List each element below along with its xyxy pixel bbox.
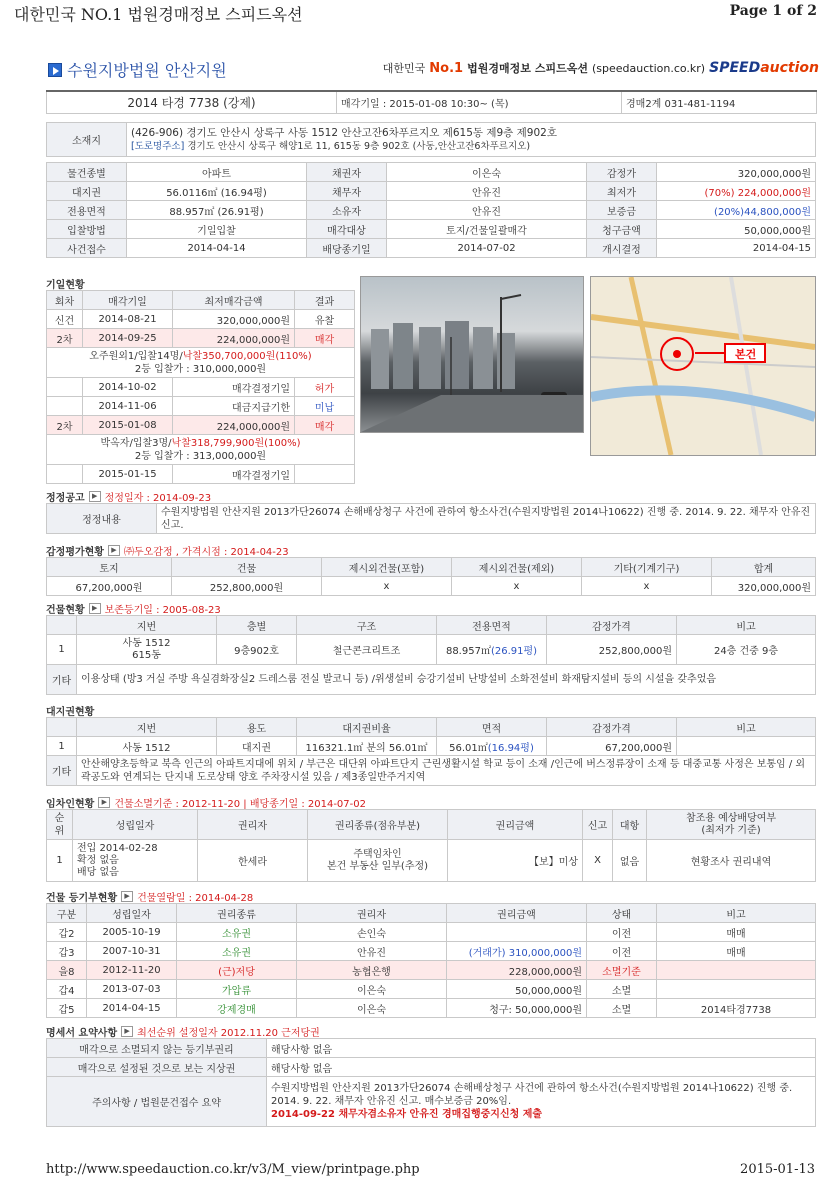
info-value-owner: 안유진 (387, 201, 587, 220)
info-value-bid-method: 기일입찰 (127, 220, 307, 239)
reg-cell-1: 2012-11-20 (87, 961, 177, 980)
table-row (47, 999, 816, 1018)
reg-cell-3: 이은숙 (297, 980, 447, 999)
expand-icon[interactable]: ▶ (108, 545, 120, 556)
reg-cell-5: 이전 (587, 942, 657, 961)
hist-sale1-second: 2등 입찰가 : 310,000,000원 (134, 363, 267, 375)
bldg-lot (77, 635, 217, 665)
reg-head-4: 권리금액 (447, 904, 587, 923)
bldg-head-area: 전용면적 (437, 616, 547, 635)
road-address-link[interactable]: [도로명주소] (131, 140, 185, 152)
reg-cell-5: 소멸 (587, 980, 657, 999)
corr-title (46, 489, 211, 504)
reg-cell-5: 소멸기준 (587, 961, 657, 980)
tenant-rep: X (583, 840, 613, 882)
info-label-dividend-deadline: 배당종기일 (307, 239, 387, 258)
hist-sale2-second: 2등 입찰가 : 313,000,000원 (134, 450, 267, 462)
appr-bldg: 252,800,000원 (172, 577, 322, 596)
auction-history-table (46, 290, 355, 484)
sum-sub: 최선순위 설정일자 2012.11.20 근저당권 (137, 1028, 320, 1039)
reg-cell-4: 청구: 50,000,000원 (447, 999, 587, 1018)
land-etc-label: 기타 (47, 756, 77, 786)
land-ratio: 116321.1㎡ 분의 56.01㎡ (297, 737, 437, 756)
tenant-kind-2: 본건 부동산 일부(추정) (326, 860, 429, 872)
reg-cell-4: 50,000,000원 (447, 980, 587, 999)
appr-head-land: 토지 (47, 558, 172, 577)
bldg-area (437, 635, 547, 665)
appr-head-total: 합계 (712, 558, 816, 577)
sum-r3-red: 2014-09-22 채무자겸소유자 안유진 경매집행중지신청 제출 (271, 1109, 543, 1120)
hist-r2-date: 2014-09-25 (83, 329, 173, 348)
address-table (46, 122, 816, 157)
table-row (47, 980, 816, 999)
tenant-head-opp: 대항 (613, 810, 647, 840)
tenant-head-kind: 권리종류(점유부분) (308, 810, 448, 840)
sum-title-text: 명세서 요약사항 (46, 1028, 118, 1039)
reg-head-0: 구분 (47, 904, 87, 923)
expand-icon[interactable]: ▶ (121, 891, 133, 902)
info-label-owner: 소유자 (307, 201, 387, 220)
sum-r2-value: 해당사항 없음 (267, 1058, 816, 1077)
reg-cell-1: 2005-10-19 (87, 923, 177, 942)
tenant-head-exp (647, 810, 816, 840)
case-header-table (46, 90, 817, 114)
hist-r5-price: 224,000,000원 (173, 416, 295, 435)
reg-cell-4 (447, 923, 587, 942)
tenant-date-in: 전입 2014-02-28 (77, 842, 158, 854)
info-label-deposit: 보증금 (587, 201, 657, 220)
tenant-head-rank: 순위 (47, 810, 73, 840)
reg-cell-2: 소유권 (177, 923, 297, 942)
brand-url: (speedauction.co.kr) (591, 61, 706, 75)
land-title-text: 대지권현황 (46, 707, 95, 718)
info-label-area: 전용면적 (47, 201, 127, 220)
bldg-lot-2: 615동 (132, 649, 161, 661)
brand-logo (383, 60, 819, 76)
hist-sale1 (47, 348, 355, 378)
appr-land: 67,200,000원 (47, 577, 172, 596)
footer-url: http://www.speedauction.co.kr/v3/M_view/printpage.php (46, 1162, 420, 1177)
land-head-ratio: 대지권비율 (297, 718, 437, 737)
reg-title (46, 889, 253, 904)
info-label-claim: 청구금액 (587, 220, 657, 239)
tenant-head-amt: 권리금액 (448, 810, 583, 840)
hist-sale1-price: 낙찰350,700,000원(110%) (182, 350, 312, 362)
tenant-no: 1 (47, 840, 73, 882)
bldg-no: 1 (47, 635, 77, 665)
case-number: 2014 타경 7738 (강제) (47, 91, 337, 113)
reg-cell-3: 이은숙 (297, 999, 447, 1018)
summary-table (46, 1038, 816, 1127)
info-label-case-received: 사건접수 (47, 239, 127, 258)
tenant-head-exp-2: (최저가 기준) (701, 824, 761, 836)
bldg-struct: 철근콘크리트조 (297, 635, 437, 665)
reg-title-text: 건물 등기부현황 (46, 893, 118, 904)
appr-title (46, 543, 289, 558)
location-map[interactable] (590, 276, 816, 456)
tenant-title (46, 795, 366, 810)
hist-r2-result: 매각 (295, 329, 355, 348)
corr-date: 정정일자 : 2014-09-23 (104, 493, 212, 504)
reg-cell-3: 안유진 (297, 942, 447, 961)
reg-cell-2: 소유권 (177, 942, 297, 961)
info-value-area: 88.957㎡ (26.91평) (127, 201, 307, 220)
hist-r1-date: 2014-08-21 (83, 310, 173, 329)
expand-icon[interactable]: ▶ (89, 603, 101, 614)
map-image (591, 277, 815, 455)
hist-r5-round: 2차 (47, 416, 83, 435)
tenant-who: 한세라 (198, 840, 308, 882)
reg-cell-0: 갑4 (47, 980, 87, 999)
appr-machine: x (582, 577, 712, 596)
sum-r3-value (267, 1077, 816, 1127)
hist-r3-date: 2014-10-02 (83, 378, 173, 397)
reg-cell-0: 갑3 (47, 942, 87, 961)
hist-r6-type: 매각결정기일 (173, 465, 295, 484)
bldg-head-note: 비고 (677, 616, 816, 635)
info-label-land-right: 대지권 (47, 182, 127, 201)
building-photo-image (361, 277, 583, 432)
print-header-page: Page 1 of 2 (729, 3, 817, 19)
court-dept: 경매2계 031-481-1194 (622, 91, 817, 113)
brand-auction: auction (760, 60, 819, 76)
reg-cell-1: 2013-07-03 (87, 980, 177, 999)
land-head-use: 용도 (217, 718, 297, 737)
reg-cell-0: 갑5 (47, 999, 87, 1018)
reg-cell-2: 가압류 (177, 980, 297, 999)
reg-head-6: 비고 (657, 904, 816, 923)
info-value-sale-target: 토지/건물일괄매각 (387, 220, 587, 239)
tenant-kind (308, 840, 448, 882)
bldg-head-lot: 지번 (77, 616, 217, 635)
brand-text-b: 법원경매정보 (467, 62, 531, 75)
info-label-debtor: 채무자 (307, 182, 387, 201)
hist-r4-type: 대금지급기한 (173, 397, 295, 416)
appr-ext-in: x (322, 577, 452, 596)
bldg-head-floor: 층별 (217, 616, 297, 635)
hist-sale2 (47, 435, 355, 465)
appr-total: 320,000,000원 (712, 577, 816, 596)
info-label-min-price: 최저가 (587, 182, 657, 201)
info-label-creditor: 채권자 (307, 163, 387, 182)
court-title (48, 58, 227, 81)
bldg-title (46, 601, 221, 616)
reg-sub: 건물열람일 : 2014-04-28 (137, 893, 254, 904)
land-head-lot: 지번 (77, 718, 217, 737)
info-value-min-price: (70%) 224,000,000원 (657, 182, 816, 201)
tenant-dates (73, 840, 198, 882)
reg-cell-3: 손인숙 (297, 923, 447, 942)
info-value-kind: 아파트 (127, 163, 307, 182)
reg-cell-6 (657, 961, 816, 980)
reg-cell-1: 2014-04-15 (87, 999, 177, 1018)
court-name: 수원지방법원 안산지원 (67, 61, 227, 80)
bldg-area-m2: 88.957㎡ (445, 646, 491, 657)
footer-date: 2015-01-13 (740, 1162, 815, 1177)
info-value-debtor: 안유진 (387, 182, 587, 201)
corr-label: 정정내용 (47, 504, 157, 534)
hist-r1-round: 신건 (47, 310, 83, 329)
info-value-appraisal: 320,000,000원 (657, 163, 816, 182)
info-label-appraisal: 감정가 (587, 163, 657, 182)
map-marker-label: 본건 (735, 348, 757, 361)
hist-head-round: 회차 (47, 291, 83, 310)
reg-cell-5: 소멸 (587, 999, 657, 1018)
hist-r1-result: 유찰 (295, 310, 355, 329)
bldg-etc: 이용상태 (방3 거실 주방 욕실겸화장실2 드레스룸 전실 발코니 등) /위생설비 승강기설비 난방설비 소화전설비 화재탐지설비 등의 시설을 갖추었음 (77, 665, 816, 695)
hist-r5-date: 2015-01-08 (83, 416, 173, 435)
reg-cell-2: 강제경매 (177, 999, 297, 1018)
hist-r2-price: 224,000,000원 (173, 329, 295, 348)
info-label-start-decision: 개시결정 (587, 239, 657, 258)
arrow-box-icon (48, 63, 62, 77)
hist-r5-result: 매각 (295, 416, 355, 435)
property-photo[interactable] (360, 276, 584, 433)
appr-ext-out: x (452, 577, 582, 596)
sum-r2-label: 매각으로 설정된 것으로 보는 지상권 (47, 1058, 267, 1077)
road-address: 경기도 안산시 상록구 해양1로 11, 615동 9층 902호 (사동,안산고잔6차푸르지오) (187, 140, 531, 152)
info-value-claim: 50,000,000원 (657, 220, 816, 239)
sum-title (46, 1024, 320, 1039)
reg-cell-6: 2014타경7738 (657, 999, 816, 1018)
bldg-head-price: 감정가격 (547, 616, 677, 635)
hist-r4-date: 2014-11-06 (83, 397, 173, 416)
land-title (46, 703, 94, 718)
tenant-date-fix: 확정 없음 (77, 854, 119, 866)
hist-r3-type: 매각결정기일 (173, 378, 295, 397)
registry-table (46, 903, 816, 1018)
expand-icon[interactable]: ▶ (98, 797, 110, 808)
appr-head-ext-out: 제시외건물(제외) (452, 558, 582, 577)
sale-date: 매각기일 : 2015-01-08 10:30~ (목) (337, 91, 622, 113)
bldg-note: 24층 건중 9층 (677, 635, 816, 665)
appr-head-bldg: 건물 (172, 558, 322, 577)
expand-icon[interactable]: ▶ (121, 1026, 133, 1037)
land-head-note: 비고 (677, 718, 816, 737)
land-etc: 안산해양초등학교 북측 인근의 아파트지대에 위치 / 부근은 대단위 아파트단지 근린생활시설 학교 등이 소재 /인근에 버스정류장이 소재 등 대중교통 사정은 보통임 / 외곽공도와 연계되는 단지내 도로상태 양호 주차장시설 있음 / 제3종일반주거지역 (77, 756, 816, 786)
land-head-area: 면적 (437, 718, 547, 737)
reg-cell-3: 농협은행 (297, 961, 447, 980)
expand-icon[interactable]: ▶ (89, 491, 101, 502)
reg-cell-0: 갑2 (47, 923, 87, 942)
tenant-title-text: 임차인현황 (46, 799, 95, 810)
tenant-table (46, 809, 816, 882)
reg-cell-6: 매매 (657, 942, 816, 961)
land-lot: 사동 1512 (77, 737, 217, 756)
hist-title-text: 기일현황 (46, 280, 85, 291)
info-value-creditor: 이은숙 (387, 163, 587, 182)
land-no: 1 (47, 737, 77, 756)
bldg-title-text: 건물현황 (46, 605, 85, 616)
tenant-exp: 현황조사 권리내역 (647, 840, 816, 882)
appr-sub: ㈜두오감정 , 가격시점 : 2014-04-23 (123, 547, 289, 558)
brand-text-a: 대한민국 (382, 62, 426, 75)
table-row (47, 942, 816, 961)
reg-cell-4: (거래가) 310,000,000원 (447, 942, 587, 961)
tenant-kind-1: 주택임차인 (353, 848, 402, 860)
print-header-site: 대한민국 NO.1 법원경매정보 스피드옥션 (14, 5, 303, 24)
hist-sale2-price: 낙찰318,799,900원(100%) (171, 437, 301, 449)
property-info-table (46, 162, 816, 258)
info-value-land-right: 56.0116㎡ (16.94평) (127, 182, 307, 201)
land-area-py: (16.94평) (487, 742, 534, 754)
reg-cell-5: 이전 (587, 923, 657, 942)
appr-title-text: 감정평가현황 (46, 547, 104, 558)
tenant-head-date: 성립일자 (73, 810, 198, 840)
info-value-dividend-deadline: 2014-07-02 (387, 239, 587, 258)
brand-text-c: 스피드옥션 (534, 62, 588, 75)
hist-head-date: 매각기일 (83, 291, 173, 310)
corr-text: 수원지방법원 안산지원 2013가단26074 손해배상청구 사건에 관하여 항소사건(수원지방법원 2014나10622) 진행 중. 2014. 9. 22. 채무자 안유진 신고. (157, 504, 816, 534)
land-use: 대지권 (217, 737, 297, 756)
bldg-etc-label: 기타 (47, 665, 77, 695)
sum-r3-label: 주의사항 / 법원문건접수 요약 (47, 1077, 267, 1127)
tenant-head-exp-1: 참조용 예상배당여부 (685, 812, 777, 824)
reg-cell-6 (657, 980, 816, 999)
bldg-head-struct: 구조 (297, 616, 437, 635)
land-table (46, 717, 816, 786)
correction-table (46, 503, 816, 534)
corr-title-text: 정정공고 (46, 493, 85, 504)
sum-r1-label: 매각으로 소멸되지 않는 등기부권리 (47, 1039, 267, 1058)
reg-cell-0: 을8 (47, 961, 87, 980)
table-row (47, 961, 816, 980)
hist-r2-round: 2차 (47, 329, 83, 348)
tenant-date-div: 배당 없음 (77, 866, 119, 878)
hist-r3-result: 허가 (295, 378, 355, 397)
info-value-case-received: 2014-04-14 (127, 239, 307, 258)
appraisal-table (46, 557, 816, 596)
info-label-bid-method: 입찰방법 (47, 220, 127, 239)
tenant-opp: 없음 (613, 840, 647, 882)
address-line: (426-906) 경기도 안산시 상록구 사동 1512 안산고잔6차푸르지오 제615동 제9층 제902호 (131, 126, 557, 139)
land-head-price: 감정가격 (547, 718, 677, 737)
appr-head-machine: 기타(기계기구) (582, 558, 712, 577)
hist-sale1-bidder: 오주원외1/입찰14명/ (89, 350, 183, 362)
land-area (437, 737, 547, 756)
reg-cell-6: 매매 (657, 923, 816, 942)
brand-speed: SPEED (709, 60, 761, 76)
bldg-floor: 9층902호 (217, 635, 297, 665)
land-price: 67,200,000원 (547, 737, 677, 756)
hist-r4-result: 미납 (295, 397, 355, 416)
info-value-start-decision: 2014-04-15 (657, 239, 816, 258)
tenant-amt: 【보】미상 (448, 840, 583, 882)
appr-head-ext-in: 제시외건물(포함) (322, 558, 452, 577)
hist-r6-date: 2015-01-15 (83, 465, 173, 484)
bldg-price: 252,800,000원 (547, 635, 677, 665)
bldg-sub: 보존등기일 : 2005-08-23 (104, 605, 221, 616)
hist-title (46, 276, 85, 291)
land-area-m2: 56.01㎡ (449, 742, 488, 754)
tenant-sub: 건물소멸기준 : 2012-11-20 | 배당종기일 : 2014-07-02 (114, 799, 366, 810)
building-table (46, 615, 816, 695)
bldg-lot-1: 사동 1512 (122, 637, 171, 649)
reg-head-2: 권리종류 (177, 904, 297, 923)
reg-cell-1: 2007-10-31 (87, 942, 177, 961)
hist-head-price: 최저매각금액 (173, 291, 295, 310)
hist-head-result: 결과 (295, 291, 355, 310)
sum-r1-value: 해당사항 없음 (267, 1039, 816, 1058)
sum-r3-text: 수원지방법원 안산지원 2013가단26074 손해배상청구 사건에 관하여 항소사건(수원지방법원 2014나10622) 진행 중. 2014. 9. 22. 채무자 안유진 신고. 매수보증금 20%임. (271, 1083, 793, 1107)
reg-cell-2: (근)저당 (177, 961, 297, 980)
info-label-kind: 물건종별 (47, 163, 127, 182)
info-label-sale-target: 매각대상 (307, 220, 387, 239)
reg-head-1: 성립일자 (87, 904, 177, 923)
reg-cell-4: 228,000,000원 (447, 961, 587, 980)
info-value-deposit: (20%)44,800,000원 (657, 201, 816, 220)
address-label: 소재지 (47, 123, 127, 157)
bldg-area-py: (26.91평) (490, 646, 538, 657)
tenant-head-who: 권리자 (198, 810, 308, 840)
hist-sale2-bidder: 박옥자/입찰3명/ (100, 437, 172, 449)
tenant-head-rep: 신고 (583, 810, 613, 840)
hist-r1-price: 320,000,000원 (173, 310, 295, 329)
reg-head-5: 상태 (587, 904, 657, 923)
reg-head-3: 권리자 (297, 904, 447, 923)
address-cell (127, 123, 816, 157)
brand-no1: No.1 (429, 60, 464, 76)
table-row (47, 923, 816, 942)
